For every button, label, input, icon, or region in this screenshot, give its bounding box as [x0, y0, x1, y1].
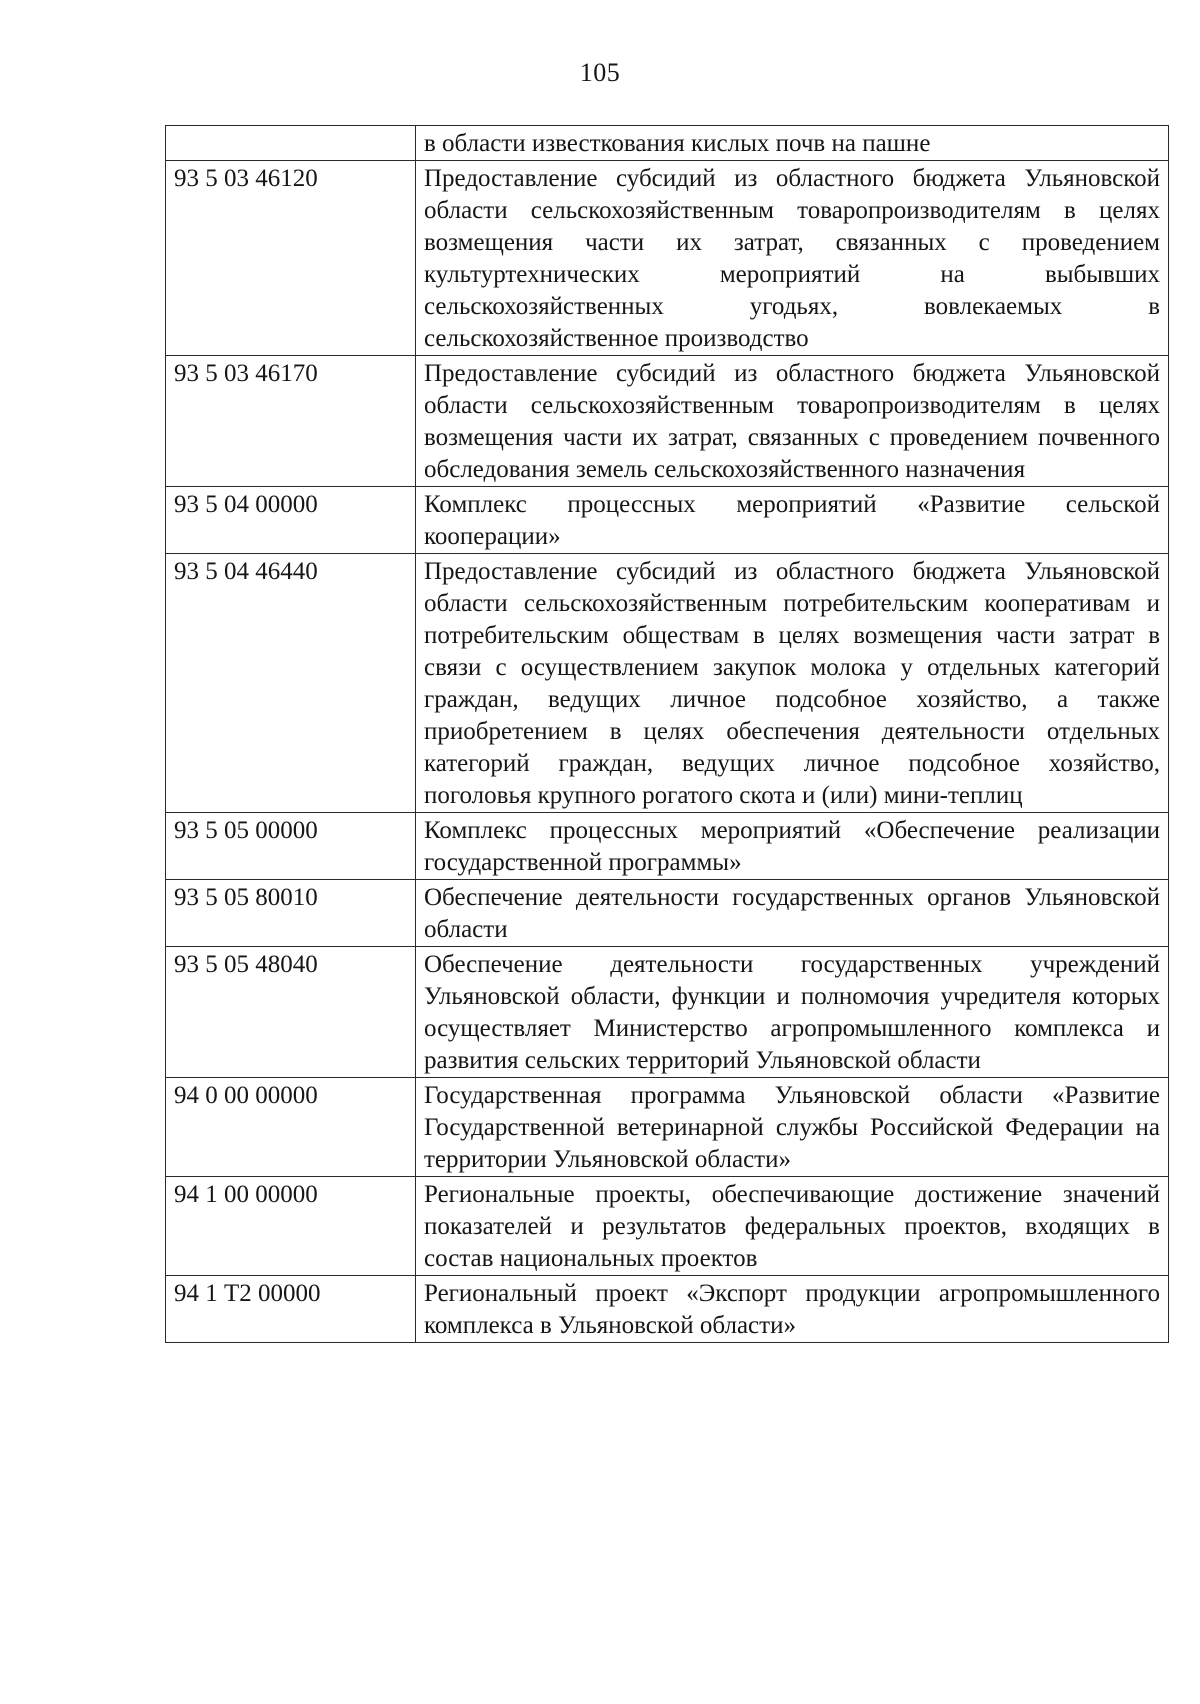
description-cell: Региональные проекты, обеспечивающие достижение значений показателей и результатов федеральных проектов, входящих в состав национальных проектов [416, 1177, 1169, 1276]
page-number: 105 [579, 58, 621, 87]
code-cell: 94 0 00 00000 [166, 1078, 416, 1177]
description-cell: Предоставление субсидий из областного бюджета Ульяновской области сельскохозяйственным товаропроизводителям в целях возмещения части их затрат, связанных с проведением культуртехнических мероприятий на выбывших сельскохозяйственных угодьях, вовлекаемых в сельскохозяйственное производство [416, 161, 1169, 356]
description-cell: Обеспечение деятельности государственных органов Ульяновской области [416, 880, 1169, 947]
code-cell: 93 5 04 46440 [166, 554, 416, 813]
description-cell: в области известкования кислых почв на пашне [416, 126, 1169, 161]
table-row [166, 947, 1169, 1078]
description-cell: Предоставление субсидий из областного бюджета Ульяновской области сельскохозяйственным потребительским кооперативам и потребительским обществам в целях возмещения части затрат в связи с осуществлением закупок молока у отдельных категорий граждан, ведущих личное подсобное хозяйство, а также приобретением в целях обеспечения деятельности отдельных категорий граждан, ведущих личное подсобное хозяйство, поголовья крупного рогатого скота и (или) мини-теплиц [416, 554, 1169, 813]
table-row [166, 554, 1169, 813]
budget-code-table [165, 125, 1169, 1343]
table-row [166, 126, 1169, 161]
table-row [166, 161, 1169, 356]
table-row [166, 356, 1169, 487]
table-row [166, 1177, 1169, 1276]
code-cell: 93 5 04 00000 [166, 487, 416, 554]
table-row [166, 813, 1169, 880]
code-cell: 94 1 Т2 00000 [166, 1276, 416, 1343]
code-cell: 93 5 03 46120 [166, 161, 416, 356]
code-cell: 94 1 00 00000 [166, 1177, 416, 1276]
table-row [166, 487, 1169, 554]
table-row [166, 880, 1169, 947]
description-cell: Предоставление субсидий из областного бюджета Ульяновской области сельскохозяйственным товаропроизводителям в целях возмещения части их затрат, связанных с проведением почвенного обследования земель сельскохозяйственного назначения [416, 356, 1169, 487]
description-cell: Обеспечение деятельности государственных учреждений Ульяновской области, функции и полномочия учредителя которых осуществляет Министерство агропромышленного комплекса и развития сельских территорий Ульяновской области [416, 947, 1169, 1078]
code-cell: 93 5 05 00000 [166, 813, 416, 880]
code-cell: 93 5 05 48040 [166, 947, 416, 1078]
description-cell: Государственная программа Ульяновской области «Развитие Государственной ветеринарной службы Российской Федерации на территории Ульяновской области» [416, 1078, 1169, 1177]
table-row [166, 1078, 1169, 1177]
description-cell: Региональный проект «Экспорт продукции агропромышленного комплекса в Ульяновской области» [416, 1276, 1169, 1343]
code-cell: 93 5 03 46170 [166, 356, 416, 487]
code-cell [166, 126, 416, 161]
table-row [166, 1276, 1169, 1343]
code-cell: 93 5 05 80010 [166, 880, 416, 947]
description-cell: Комплекс процессных мероприятий «Развитие сельской кооперации» [416, 487, 1169, 554]
description-cell: Комплекс процессных мероприятий «Обеспечение реализации государственной программы» [416, 813, 1169, 880]
